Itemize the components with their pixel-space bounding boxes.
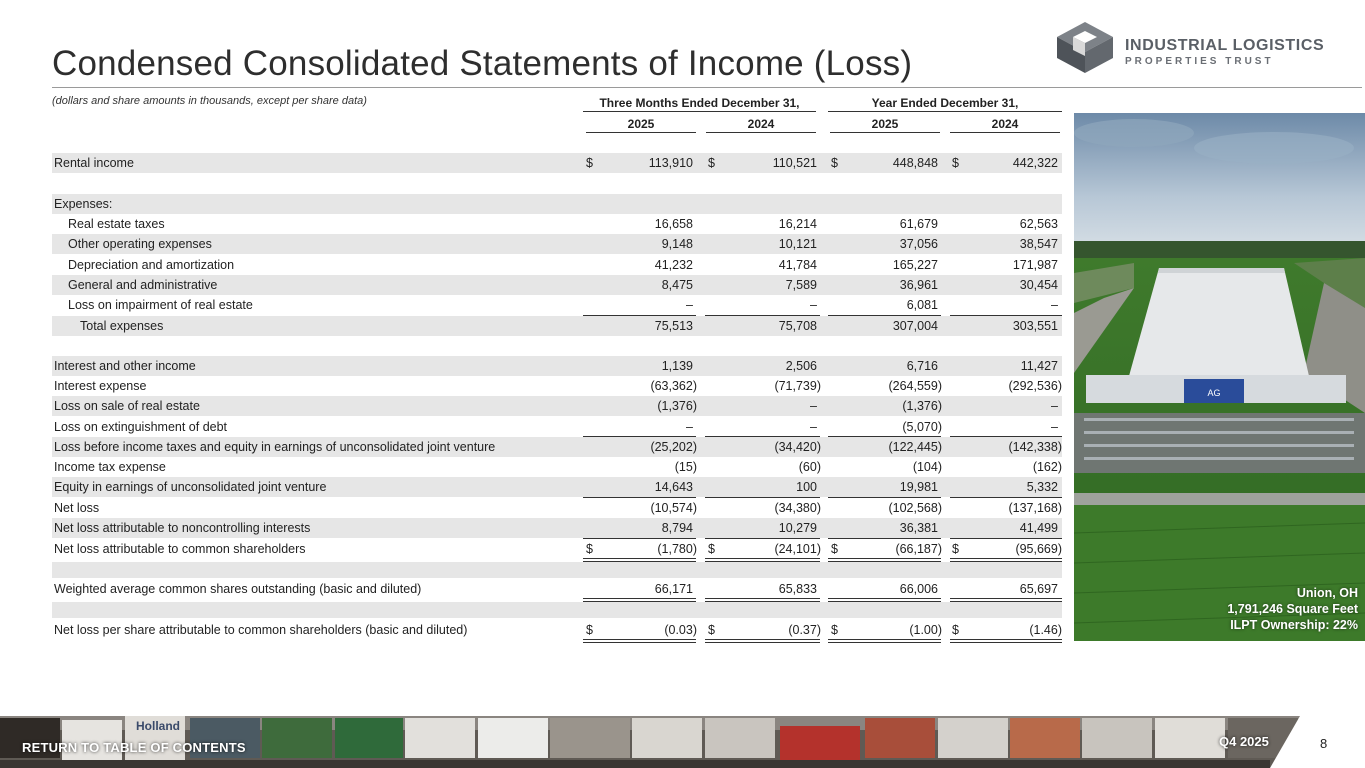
cell-value: (1.00) [909,623,942,637]
cell-value: (95,669) [1015,542,1062,556]
cell-value: 65,697 [1019,582,1058,596]
cell-value: 1,139 [661,359,693,373]
row-label: Weighted average common shares outstanding (basic and diluted) [54,582,422,596]
row-label: General and administrative [68,278,218,292]
cell-value: 61,679 [899,217,938,231]
table-row [52,214,1062,234]
row-label: Loss on extinguishment of debt [54,420,228,434]
cell-value: 62,563 [1019,217,1058,231]
page-number: 8 [1320,736,1328,751]
cell-value: – [1051,399,1058,413]
cell-value: 14,643 [654,480,693,494]
cell-value: 66,171 [654,582,693,596]
row-label: Net loss per share attributable to common shareholders (basic and diluted) [54,623,468,637]
table-row [52,498,1062,518]
currency-symbol: $ [952,623,959,637]
table-row [52,518,1062,538]
total-double-underline [828,639,941,643]
cell-value: 10,121 [778,237,817,251]
cell-value: (5,070) [902,420,942,434]
quarter-label: Q4 2025 [1219,734,1269,749]
row-label: Real estate taxes [68,217,165,231]
truck-sign: Holland [136,719,180,733]
table-row [52,376,1062,396]
row-label: Net loss attributable to noncontrolling interests [54,521,311,535]
page-title: Condensed Consolidated Statements of Income (Loss) [52,44,913,83]
cell-value: 37,056 [899,237,938,251]
cell-value: 41,232 [654,258,693,272]
cell-value: (264,559) [888,379,942,393]
currency-symbol: $ [708,542,715,556]
logo-cube-icon [1055,20,1115,75]
table-row [52,194,1062,214]
row-label: Income tax expense [54,460,166,474]
cell-value: 442,322 [1012,156,1058,170]
cell-value: 30,454 [1019,278,1058,292]
cell-value: (63,362) [650,379,697,393]
table-row [52,316,1062,336]
cell-value: (104) [912,460,942,474]
cell-value: (34,420) [774,440,821,454]
table-row [52,275,1062,295]
cell-value: (102,568) [888,501,942,515]
cell-value: (292,536) [1008,379,1062,393]
cell-value: 448,848 [892,156,938,170]
cell-value: (66,187) [895,542,942,556]
table-row [52,295,1062,315]
footer-banner [0,716,1365,768]
cell-value: 38,547 [1019,237,1058,251]
cell-value: – [1051,420,1058,434]
units-note: (dollars and share amounts in thousands, except per share data) [52,95,367,107]
row-label: Loss on impairment of real estate [68,298,253,312]
title-divider [52,87,1362,88]
cell-value: (122,445) [888,440,942,454]
header-three-months: Three Months Ended December 31, [599,96,800,110]
row-label: Equity in earnings of unconsolidated joint venture [54,480,327,494]
return-to-toc-link[interactable]: RETURN TO TABLE OF CONTENTS [22,740,246,755]
currency-symbol: $ [831,542,838,556]
total-double-underline [950,639,1062,643]
table-row [52,457,1062,477]
cell-value: 36,381 [899,521,938,535]
cell-value: 6,716 [906,359,938,373]
cell-value: 66,006 [899,582,938,596]
cell-value: (142,338) [1008,440,1062,454]
cell-value: (1.46) [1029,623,1062,637]
row-label: Depreciation and amortization [68,258,235,272]
row-label: Loss on sale of real estate [54,399,200,413]
cell-value: – [810,420,817,434]
row-label: Net loss [54,501,100,515]
warehouse-aerial-image [1074,113,1365,641]
cell-value: 41,784 [778,258,817,272]
row-label: Total expenses [80,319,164,333]
currency-symbol: $ [952,542,959,556]
cell-value: 110,521 [772,156,817,170]
cell-value: 6,081 [906,298,938,312]
currency-symbol: $ [586,156,593,170]
cell-value: 8,794 [661,521,693,535]
row-label: Loss before income taxes and equity in earnings of unconsolidated joint venture [54,440,496,454]
cell-value: 8,475 [661,278,693,292]
cell-value: – [686,298,693,312]
table-row [52,579,1062,599]
spacer-row [52,562,1062,578]
cell-value: 5,332 [1026,480,1058,494]
cell-value: (15) [674,460,697,474]
cell-value: – [686,420,693,434]
row-label: Expenses: [54,197,113,211]
cell-value: (162) [1032,460,1062,474]
cell-value: 19,981 [899,480,938,494]
table-row [52,539,1062,559]
row-label: Interest expense [54,379,147,393]
cell-value: – [1051,298,1058,312]
cell-value: 307,004 [892,319,938,333]
cell-value: 303,551 [1012,319,1058,333]
table-row [52,477,1062,497]
cell-value: (1,376) [657,399,697,413]
cell-value: 10,279 [778,521,817,535]
year-underline [706,132,816,133]
table-row [52,153,1062,173]
table-row [52,417,1062,437]
year-underline [586,132,696,133]
cell-value: 2,506 [785,359,817,373]
cell-value: 7,589 [785,278,817,292]
currency-symbol: $ [708,623,715,637]
cell-value: (25,202) [650,440,697,454]
cell-value: (24,101) [774,542,821,556]
cell-value: (1,376) [902,399,942,413]
currency-symbol: $ [952,156,959,170]
currency-symbol: $ [586,542,593,556]
spacer-row [52,602,1062,618]
header-year: Year Ended December 31, [871,96,1019,110]
total-double-underline [705,639,820,643]
company-logo [1055,20,1355,75]
logo-name: INDUSTRIAL LOGISTICS [1125,37,1325,54]
building-sign: AG [1207,388,1221,398]
cell-value: 41,499 [1019,521,1058,535]
cell-value: (60) [798,460,821,474]
table-row [52,620,1062,640]
year-header: 2025 [627,117,655,131]
row-label: Net loss attributable to common shareholders [54,542,306,556]
row-label: Rental income [54,156,134,170]
row-label: Interest and other income [54,359,196,373]
cell-value: – [810,298,817,312]
table-row [52,234,1062,254]
year-header: 2024 [747,117,775,131]
currency-symbol: $ [831,623,838,637]
cell-value: 165,227 [892,258,938,272]
cell-value: 65,833 [778,582,817,596]
currency-symbol: $ [708,156,715,170]
cell-value: 11,427 [1020,359,1058,373]
cell-value: 9,148 [661,237,693,251]
cell-value: 171,987 [1012,258,1058,272]
row-label: Other operating expenses [68,237,212,251]
cell-value: 16,214 [778,217,817,231]
cell-value: – [810,399,817,413]
year-underline [950,132,1060,133]
cell-value: (0.03) [664,623,697,637]
table-row [52,437,1062,457]
cell-value: (34,380) [774,501,821,515]
cell-value: 113,910 [648,156,693,170]
property-location: Union, OH [1296,586,1358,600]
header-underline [828,111,1062,112]
year-header: 2025 [871,117,899,131]
cell-value: (0.37) [788,623,821,637]
cell-value: 100 [796,480,817,494]
year-header: 2024 [991,117,1019,131]
cell-value: 16,658 [654,217,693,231]
cell-value: 75,708 [778,319,817,333]
cell-value: (1,780) [657,542,697,556]
year-underline [830,132,940,133]
header-underline [583,111,816,112]
table-row [52,396,1062,416]
currency-symbol: $ [586,623,593,637]
cell-value: (137,168) [1008,501,1062,515]
property-size: 1,791,246 Square Feet [1227,602,1358,616]
currency-symbol: $ [831,156,838,170]
table-row [52,356,1062,376]
photo-caption [1227,585,1358,633]
cell-value: (10,574) [650,501,697,515]
table-row [52,255,1062,275]
cell-value: (71,739) [774,379,821,393]
property-ownership: ILPT Ownership: 22% [1230,618,1358,632]
total-double-underline [583,639,696,643]
cell-value: 36,961 [899,278,938,292]
logo-subname: PROPERTIES TRUST [1125,56,1274,67]
cell-value: 75,513 [654,319,693,333]
property-aerial-photo [1074,113,1365,641]
